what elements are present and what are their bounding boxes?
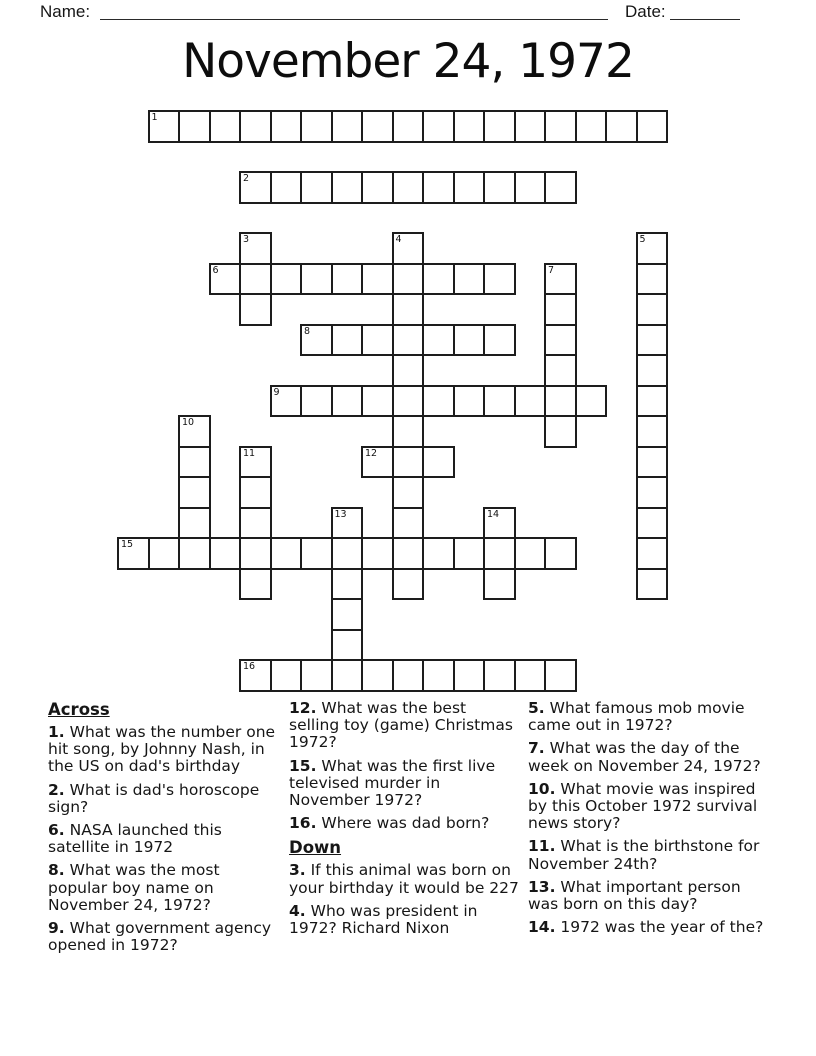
crossword-cell[interactable] <box>514 171 547 204</box>
crossword-cell[interactable] <box>361 324 394 357</box>
crossword-cell[interactable] <box>361 385 394 418</box>
crossword-cell[interactable] <box>575 110 608 143</box>
crossword-cell[interactable] <box>331 598 364 631</box>
crossword-cell[interactable] <box>422 110 455 143</box>
crossword-cell[interactable] <box>178 507 211 540</box>
clue-13: 13. What important person was born on this day? <box>528 877 741 914</box>
crossword-cell[interactable] <box>300 171 333 204</box>
crossword-cell[interactable] <box>422 263 455 296</box>
clue-12: 12. What was the best selling toy (game) Christmas 1972? <box>289 699 513 752</box>
crossword-cell[interactable] <box>453 324 486 357</box>
date-label: Date: <box>625 2 666 21</box>
crossword-cell[interactable] <box>544 659 577 692</box>
crossword-cell[interactable] <box>270 385 303 418</box>
crossword-cell[interactable] <box>300 385 333 418</box>
crossword-cell[interactable] <box>392 415 425 448</box>
crossword-cell[interactable] <box>544 171 577 204</box>
crossword-cell[interactable] <box>392 385 425 418</box>
crossword-cell[interactable] <box>636 537 669 570</box>
crossword-cell[interactable] <box>422 385 455 418</box>
crossword-cell[interactable] <box>178 415 211 448</box>
crossword-cell[interactable] <box>209 110 242 143</box>
crossword-cell[interactable] <box>453 110 486 143</box>
crossword-cell[interactable] <box>239 110 272 143</box>
crossword-cell[interactable] <box>331 171 364 204</box>
crossword-cell[interactable] <box>483 568 516 601</box>
clue-number-label: 9 <box>273 386 280 398</box>
crossword-cell[interactable] <box>544 537 577 570</box>
crossword-cell[interactable] <box>483 507 516 540</box>
clue-number-label: 12 <box>365 447 378 459</box>
crossword-cell[interactable] <box>331 110 364 143</box>
down-header: Down <box>289 838 342 858</box>
clue-16: 16. Where was dad born? <box>289 814 490 833</box>
clue-number-label: 10 <box>182 417 195 428</box>
crossword-cell[interactable] <box>361 171 394 204</box>
crossword-cell[interactable] <box>361 263 394 296</box>
crossword-cell[interactable] <box>636 385 669 418</box>
crossword-cell[interactable] <box>117 537 150 570</box>
crossword-cell[interactable] <box>392 263 425 296</box>
worksheet-title: November 24, 1972 <box>182 34 634 89</box>
crossword-cell[interactable] <box>361 537 394 570</box>
crossword-cell[interactable] <box>422 171 455 204</box>
clue-2: 2. What is dad's horoscope sign? <box>48 780 260 816</box>
crossword-cell[interactable] <box>300 324 333 357</box>
clue-number-label: 11 <box>243 447 256 459</box>
crossword-cell[interactable] <box>239 537 272 570</box>
crossword-cell[interactable] <box>544 263 577 296</box>
crossword-cell[interactable] <box>483 659 516 692</box>
crossword-cell[interactable] <box>514 110 547 143</box>
crossword-cell[interactable] <box>270 110 303 143</box>
clue-number-label: 1 <box>151 112 158 123</box>
crossword-cell[interactable] <box>148 537 181 570</box>
crossword-cell[interactable] <box>239 446 272 479</box>
crossword-cell[interactable] <box>392 232 425 265</box>
clue-number-label: 16 <box>243 661 256 672</box>
crossword-cell[interactable] <box>239 659 272 692</box>
crossword-cell[interactable] <box>483 110 516 143</box>
crossword-cell[interactable] <box>544 293 577 326</box>
crossword-cell[interactable] <box>544 354 577 387</box>
crossword-cell[interactable] <box>544 324 577 357</box>
crossword-cell[interactable] <box>544 415 577 448</box>
crossword-cell[interactable] <box>636 110 669 143</box>
crossword-cell[interactable] <box>422 324 455 357</box>
crossword-cell[interactable] <box>209 537 242 570</box>
crossword-cell[interactable] <box>239 507 272 540</box>
crossword-cell[interactable] <box>483 324 516 357</box>
clue-1: 1. What was the number one hit song, by Johnny Nash, in the US on dad's birthday <box>48 723 276 776</box>
crossword-cell[interactable] <box>636 232 669 265</box>
crossword-cell[interactable] <box>636 568 669 601</box>
crossword-cell[interactable] <box>331 659 364 692</box>
crossword-cell[interactable] <box>331 537 364 570</box>
crossword-cell[interactable] <box>544 385 577 418</box>
clue-number-label: 13 <box>334 508 347 520</box>
clue-10: 10. What movie was inspired by this October 1972 survival news story? <box>528 779 758 833</box>
crossword-cell[interactable] <box>392 568 425 601</box>
clue-3: 3. If this animal was born on your birthday it would be 227 <box>289 861 519 897</box>
crossword-cell[interactable] <box>422 446 455 479</box>
clue-number-label: 7 <box>548 264 555 276</box>
crossword-cell[interactable] <box>331 263 364 296</box>
crossword-cell[interactable] <box>544 110 577 143</box>
crossword-cell[interactable] <box>514 385 547 418</box>
crossword-cell[interactable] <box>605 110 638 143</box>
crossword-cell[interactable] <box>392 476 425 509</box>
crossword-cell[interactable] <box>270 537 303 570</box>
crossword-cell[interactable] <box>636 324 669 357</box>
crossword-cell[interactable] <box>636 263 669 296</box>
crossword-cell[interactable] <box>636 507 669 540</box>
crossword-cell[interactable] <box>209 263 242 296</box>
crossword-cell[interactable] <box>422 659 455 692</box>
crossword-cell[interactable] <box>392 507 425 540</box>
crossword-cell[interactable] <box>239 263 272 296</box>
crossword-cell[interactable] <box>636 354 669 387</box>
crossword-cell[interactable] <box>636 293 669 326</box>
clue-15: 15. What was the first live televised murder in November 1972? <box>289 756 496 810</box>
clue-4: 4. Who was president in 1972? Richard Nixon <box>289 901 478 938</box>
crossword-cell[interactable] <box>392 110 425 143</box>
clue-5: 5. What famous mob movie came out in 1972? <box>528 699 745 735</box>
crossword-cell[interactable] <box>453 537 486 570</box>
crossword-cell[interactable] <box>178 446 211 479</box>
crossword-cell[interactable] <box>453 263 486 296</box>
crossword-cell[interactable] <box>178 110 211 143</box>
crossword-cell[interactable] <box>361 446 394 479</box>
crossword-cell[interactable] <box>239 568 272 601</box>
crossword-cell[interactable] <box>300 659 333 692</box>
crossword-cell[interactable] <box>483 537 516 570</box>
clue-number-label: 6 <box>212 264 219 276</box>
crossword-cell[interactable] <box>636 476 669 509</box>
crossword-cell[interactable] <box>331 629 364 662</box>
clue-column-3 <box>528 700 768 942</box>
crossword-cell[interactable] <box>300 110 333 143</box>
crossword-cell[interactable] <box>331 507 364 540</box>
crossword-cell[interactable] <box>270 659 303 692</box>
clue-11: 11. What is the birthstone for November 24th? <box>528 837 760 873</box>
crossword-cell[interactable] <box>575 385 608 418</box>
crossword-cell[interactable] <box>422 537 455 570</box>
crossword-cell[interactable] <box>483 263 516 296</box>
clue-6: 6. NASA launched this satellite in 1972 <box>48 821 222 857</box>
crossword-cell[interactable] <box>331 324 364 357</box>
clue-column-2 <box>289 700 521 943</box>
crossword-cell[interactable] <box>392 446 425 479</box>
clue-8: 8. What was the most popular boy name on November 24, 1972? <box>48 861 220 914</box>
clue-number-label: 3 <box>243 234 250 245</box>
crossword-cell[interactable] <box>392 537 425 570</box>
crossword-cell[interactable] <box>300 263 333 296</box>
crossword-cell[interactable] <box>331 385 364 418</box>
crossword-cell[interactable] <box>453 171 486 204</box>
crossword-cell[interactable] <box>392 324 425 357</box>
crossword-cell[interactable] <box>270 171 303 204</box>
clue-number-label: 15 <box>121 539 134 550</box>
crossword-cell[interactable] <box>514 659 547 692</box>
crossword-cell[interactable] <box>148 110 181 143</box>
clue-number-label: 5 <box>639 234 646 245</box>
crossword-cell[interactable] <box>636 446 669 479</box>
clue-number-label: 8 <box>304 325 311 337</box>
crossword-cell[interactable] <box>392 293 425 326</box>
crossword-cell[interactable] <box>392 171 425 204</box>
across-header: Across <box>48 700 110 719</box>
clue-9: 9. What government agency opened in 1972? <box>48 919 272 955</box>
crossword-cell[interactable] <box>300 537 333 570</box>
crossword-cell[interactable] <box>453 385 486 418</box>
crossword-cell[interactable] <box>239 171 272 204</box>
clue-14: 14. 1972 was the year of the? <box>528 918 764 937</box>
clue-number-label: 2 <box>243 173 250 184</box>
crossword-cell[interactable] <box>483 385 516 418</box>
crossword-cell[interactable] <box>392 354 425 387</box>
crossword-cell[interactable] <box>239 232 272 265</box>
clue-column-1 <box>48 700 278 960</box>
crossword-cell[interactable] <box>636 415 669 448</box>
crossword-cell[interactable] <box>483 171 516 204</box>
crossword-cell[interactable] <box>392 659 425 692</box>
clue-number-label: 14 <box>487 508 500 520</box>
name-label: Name: <box>40 2 91 21</box>
clue-7: 7. What was the day of the week on November 24, 1972? <box>528 739 761 775</box>
clue-number-label: 4 <box>395 234 402 245</box>
crossword-cell[interactable] <box>178 476 211 509</box>
crossword-cell[interactable] <box>361 659 394 692</box>
crossword-cell[interactable] <box>514 537 547 570</box>
crossword-cell[interactable] <box>239 293 272 326</box>
crossword-cell[interactable] <box>178 537 211 570</box>
crossword-cell[interactable] <box>270 263 303 296</box>
crossword-cell[interactable] <box>239 476 272 509</box>
crossword-cell[interactable] <box>361 110 394 143</box>
crossword-cell[interactable] <box>331 568 364 601</box>
crossword-cell[interactable] <box>453 659 486 692</box>
